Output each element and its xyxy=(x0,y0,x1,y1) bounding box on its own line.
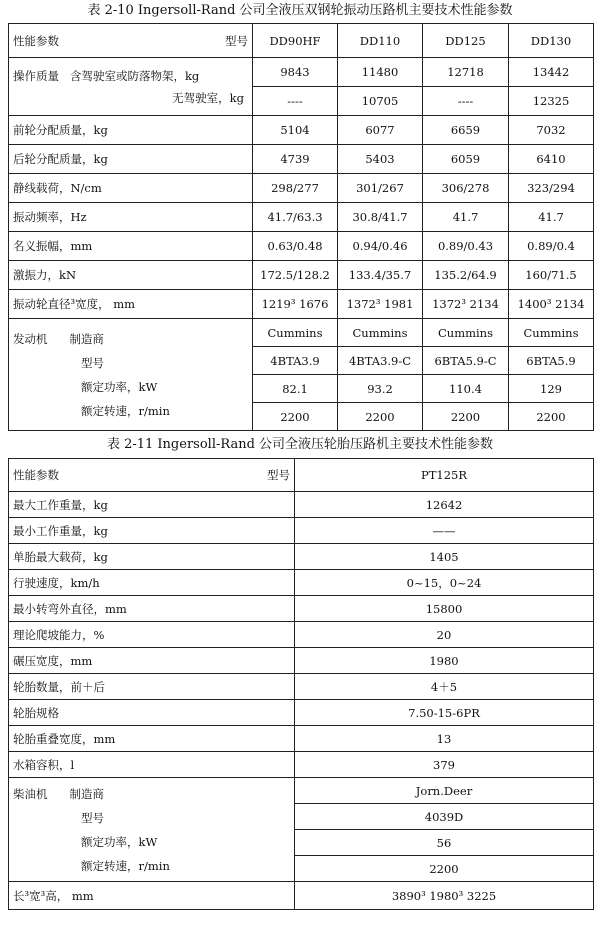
row-label: 名义振幅，mm xyxy=(9,232,253,261)
cell: ---- xyxy=(253,87,338,116)
weight-sub1: 含驾驶室或防落物架，kg xyxy=(69,68,200,83)
table-row xyxy=(9,58,594,87)
model-header: PT125R xyxy=(295,459,594,492)
cell: 4739 xyxy=(253,145,338,174)
table-row xyxy=(9,674,594,700)
engine-sub-label: 额定转速，r/min xyxy=(81,404,170,418)
table-row xyxy=(9,174,594,203)
cell: 4BTA3.9 xyxy=(253,347,338,375)
row-label: 轮胎规格 xyxy=(9,700,295,726)
engine-sub-label: 额定转速，r/min xyxy=(81,859,170,873)
cell: Cummins xyxy=(253,319,338,347)
model-header: DD125 xyxy=(423,24,509,58)
cell: 2200 xyxy=(295,856,594,882)
table-row xyxy=(9,492,594,518)
row-label: 碾压宽度，mm xyxy=(9,648,295,674)
cell: 298/277 xyxy=(253,174,338,203)
engine-sub-label: 制造商 xyxy=(69,332,104,346)
table-row xyxy=(9,570,594,596)
cell: 7.50-15-6PR xyxy=(295,700,594,726)
cell: ---- xyxy=(423,87,509,116)
cell: 306/278 xyxy=(423,174,509,203)
cell: 20 xyxy=(295,622,594,648)
cell: —— xyxy=(295,518,594,544)
engine-label-cell xyxy=(9,319,253,431)
table-header-row xyxy=(9,459,594,492)
table-row xyxy=(9,648,594,674)
engine-sub-label: 型号 xyxy=(81,356,104,370)
table-row xyxy=(9,882,594,910)
table-row xyxy=(9,596,594,622)
cell: 1405 xyxy=(295,544,594,570)
cell: 0~15，0~24 xyxy=(295,570,594,596)
cell: 6410 xyxy=(509,145,594,174)
cell: 323/294 xyxy=(509,174,594,203)
cell: 41.7/63.3 xyxy=(253,203,338,232)
cell: 1219³ 1676 xyxy=(253,290,338,319)
cell: 41.7 xyxy=(423,203,509,232)
cell: Cummins xyxy=(338,319,423,347)
cell: 12642 xyxy=(295,492,594,518)
table-2-11-caption: 表 2-11 Ingersoll-Rand 公司全液压轮胎压路机主要技术性能参数 xyxy=(106,437,494,452)
row-label: 振动轮直径³宽度， mm xyxy=(9,290,253,319)
cell: 1400³ 2134 xyxy=(509,290,594,319)
engine-sub-label: 额定功率，kW xyxy=(81,835,158,849)
row-label: 轮胎数量，前＋后 xyxy=(9,674,295,700)
table-header-row xyxy=(9,24,594,58)
weight-label-cell xyxy=(9,58,253,116)
cell: 6059 xyxy=(423,145,509,174)
cell: 11480 xyxy=(338,58,423,87)
model-label: 型号 xyxy=(225,33,248,48)
row-label: 轮胎重叠宽度，mm xyxy=(9,726,295,752)
cell: 82.1 xyxy=(253,375,338,403)
cell: 110.4 xyxy=(423,375,509,403)
cell: 10705 xyxy=(338,87,423,116)
row-label: 激振力，kN xyxy=(9,261,253,290)
cell: 0.89/0.4 xyxy=(509,232,594,261)
cell: 6077 xyxy=(338,116,423,145)
cell: Cummins xyxy=(509,319,594,347)
cell: 2200 xyxy=(338,403,423,431)
table-row xyxy=(9,290,594,319)
header-param-cell xyxy=(9,24,253,58)
cell: 5104 xyxy=(253,116,338,145)
cell: 0.94/0.46 xyxy=(338,232,423,261)
table-row xyxy=(9,261,594,290)
cell: Cummins xyxy=(423,319,509,347)
cell: 2200 xyxy=(509,403,594,431)
table-row xyxy=(9,116,594,145)
engine-label: 发动机 xyxy=(13,332,48,346)
cell: 172.5/128.2 xyxy=(253,261,338,290)
cell: 4BTA3.9-C xyxy=(338,347,423,375)
table-row xyxy=(9,319,594,347)
param-label: 性能参数 xyxy=(13,33,59,48)
engine-sub-label: 制造商 xyxy=(69,787,104,801)
weight-sub2: 无驾驶室，kg xyxy=(172,90,244,105)
row-label: 水箱容积，l xyxy=(9,752,295,778)
cell: 1980 xyxy=(295,648,594,674)
cell: 6BTA5.9-C xyxy=(423,347,509,375)
cell: Jorn.Deer xyxy=(295,778,594,804)
row-label: 单胎最大载荷，kg xyxy=(9,544,295,570)
table-row xyxy=(9,700,594,726)
table-row xyxy=(9,778,594,804)
row-label: 前轮分配质量，kg xyxy=(9,116,253,145)
row-label: 静线载荷，N/cm xyxy=(9,174,253,203)
cell: 2200 xyxy=(253,403,338,431)
model-label: 型号 xyxy=(267,468,290,482)
row-label: 后轮分配质量，kg xyxy=(9,145,253,174)
cell: 2200 xyxy=(423,403,509,431)
table-2-11 xyxy=(8,458,594,910)
model-header: DD110 xyxy=(338,24,423,58)
cell: 13442 xyxy=(509,58,594,87)
row-label: 最大工作重量，kg xyxy=(9,492,295,518)
table-row xyxy=(9,752,594,778)
cell: 3890³ 1980³ 3225 xyxy=(295,882,594,910)
engine-sub-label: 额定功率，kW xyxy=(81,380,158,394)
table-row xyxy=(9,232,594,261)
model-header: DD130 xyxy=(509,24,594,58)
cell: 0.89/0.43 xyxy=(423,232,509,261)
table-row xyxy=(9,622,594,648)
table-row xyxy=(9,203,594,232)
cell: 93.2 xyxy=(338,375,423,403)
cell: 41.7 xyxy=(509,203,594,232)
row-label: 长³宽³高， mm xyxy=(9,882,295,910)
cell: 129 xyxy=(509,375,594,403)
cell: 1372³ 1981 xyxy=(338,290,423,319)
table-row xyxy=(9,726,594,752)
row-label: 最小工作重量，kg xyxy=(9,518,295,544)
cell: 4039D xyxy=(295,804,594,830)
cell: 9843 xyxy=(253,58,338,87)
model-header: DD90HF xyxy=(253,24,338,58)
header-param-cell xyxy=(9,459,295,492)
cell: 379 xyxy=(295,752,594,778)
cell: 6659 xyxy=(423,116,509,145)
row-label: 行驶速度，km/h xyxy=(9,570,295,596)
cell: 133.4/35.7 xyxy=(338,261,423,290)
weight-label: 操作质量 xyxy=(13,68,59,83)
cell: 1372³ 2134 xyxy=(423,290,509,319)
cell: 5403 xyxy=(338,145,423,174)
table-2-10 xyxy=(8,23,594,431)
table-row xyxy=(9,145,594,174)
cell: 160/71.5 xyxy=(509,261,594,290)
engine-label-cell xyxy=(9,778,295,882)
cell: 12325 xyxy=(509,87,594,116)
cell: 301/267 xyxy=(338,174,423,203)
cell: 4＋5 xyxy=(295,674,594,700)
cell: 30.8/41.7 xyxy=(338,203,423,232)
cell: 6BTA5.9 xyxy=(509,347,594,375)
row-label: 振动频率，Hz xyxy=(9,203,253,232)
param-label: 性能参数 xyxy=(13,468,59,482)
table-row xyxy=(9,518,594,544)
row-label: 最小转弯外直径，mm xyxy=(9,596,295,622)
table-row xyxy=(9,544,594,570)
cell: 12718 xyxy=(423,58,509,87)
cell: 56 xyxy=(295,830,594,856)
engine-label: 柴油机 xyxy=(13,787,48,801)
cell: 135.2/64.9 xyxy=(423,261,509,290)
cell: 15800 xyxy=(295,596,594,622)
cell: 7032 xyxy=(509,116,594,145)
cell: 0.63/0.48 xyxy=(253,232,338,261)
cell: 13 xyxy=(295,726,594,752)
engine-sub-label: 型号 xyxy=(81,811,104,825)
table-2-10-caption: 表 2-10 Ingersoll-Rand 公司全液压双钢轮振动压路机主要技术性能参数 xyxy=(87,3,513,18)
row-label: 理论爬坡能力，% xyxy=(9,622,295,648)
